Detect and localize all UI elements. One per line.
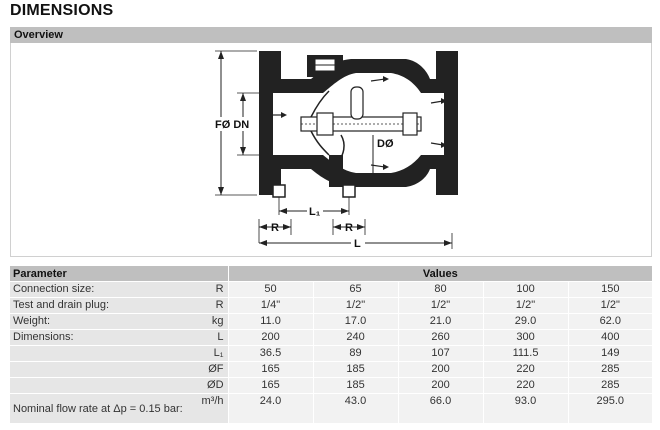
bottom-plug-left xyxy=(273,185,285,197)
value-cell: 36.5 xyxy=(228,346,313,362)
bottom-plug-right xyxy=(343,185,355,197)
value-cell: 240 xyxy=(313,330,398,346)
section-header-overview: Overview xyxy=(10,27,652,43)
valve-body-bottom xyxy=(287,155,430,187)
label-d: DØ xyxy=(377,138,394,150)
parameter-cell xyxy=(10,378,188,394)
value-cell: 220 xyxy=(483,378,568,394)
value-cell: 62.0 xyxy=(568,314,652,330)
table-row xyxy=(10,378,652,394)
unit-cell: R xyxy=(188,298,228,314)
label-l1: L₁ xyxy=(309,206,321,218)
value-cell: 43.0 xyxy=(313,394,398,424)
parameter-cell xyxy=(10,346,188,362)
unit-cell: ØD xyxy=(188,378,228,394)
value-cell: 1/2" xyxy=(568,298,652,314)
table-row xyxy=(10,314,652,330)
value-cell: 93.0 xyxy=(483,394,568,424)
specification-table xyxy=(10,266,652,423)
unit-cell: R xyxy=(188,282,228,298)
value-cell: 220 xyxy=(483,362,568,378)
value-cell: 285 xyxy=(568,362,652,378)
valve-cross-section-drawing xyxy=(11,43,651,255)
value-cell: 200 xyxy=(398,378,483,394)
valve-drawing-panel xyxy=(10,43,652,257)
label-f-dn: FØ DN xyxy=(215,119,250,131)
parameter-cell: Dimensions: xyxy=(10,330,188,346)
right-flange xyxy=(430,51,458,195)
label-r-left: R xyxy=(271,222,279,234)
value-cell: 149 xyxy=(568,346,652,362)
value-cell: 66.0 xyxy=(398,394,483,424)
header-parameter: Parameter xyxy=(10,266,228,282)
value-cell: 89 xyxy=(313,346,398,362)
table-row xyxy=(10,282,652,298)
parameter-cell: Nominal flow rate at Δp = 0.15 bar: xyxy=(10,394,188,424)
value-cell: 1/2" xyxy=(398,298,483,314)
value-cell: 24.0 xyxy=(228,394,313,424)
value-cell: 100 xyxy=(483,282,568,298)
left-flange xyxy=(259,51,287,195)
header-values: Values xyxy=(228,266,652,282)
value-cell: 150 xyxy=(568,282,652,298)
value-cell: 17.0 xyxy=(313,314,398,330)
value-cell: 400 xyxy=(568,330,652,346)
parameter-cell: Weight: xyxy=(10,314,188,330)
parameter-cell xyxy=(10,362,188,378)
value-cell: 1/4" xyxy=(228,298,313,314)
label-r-right: R xyxy=(345,222,353,234)
value-cell: 200 xyxy=(228,330,313,346)
unit-cell: L₁ xyxy=(188,346,228,362)
value-cell: 21.0 xyxy=(398,314,483,330)
page-title: DIMENSIONS xyxy=(10,2,114,19)
table-row xyxy=(10,298,652,314)
value-cell: 200 xyxy=(398,362,483,378)
value-cell: 260 xyxy=(398,330,483,346)
label-l: L xyxy=(354,238,361,250)
value-cell: 111.5 xyxy=(483,346,568,362)
value-cell: 107 xyxy=(398,346,483,362)
unit-cell: kg xyxy=(188,314,228,330)
value-cell: 185 xyxy=(313,362,398,378)
unit-cell: ØF xyxy=(188,362,228,378)
value-cell: 300 xyxy=(483,330,568,346)
value-cell: 165 xyxy=(228,362,313,378)
value-cell: 11.0 xyxy=(228,314,313,330)
value-cell: 80 xyxy=(398,282,483,298)
value-cell: 29.0 xyxy=(483,314,568,330)
unit-cell: m³/h xyxy=(188,394,228,424)
table-row xyxy=(10,394,652,424)
table-row xyxy=(10,362,652,378)
value-cell: 1/2" xyxy=(313,298,398,314)
table-row xyxy=(10,346,652,362)
value-cell: 165 xyxy=(228,378,313,394)
value-cell: 285 xyxy=(568,378,652,394)
value-cell: 185 xyxy=(313,378,398,394)
table-header-row xyxy=(10,266,652,282)
value-cell: 50 xyxy=(228,282,313,298)
value-cell: 295.0 xyxy=(568,394,652,424)
unit-cell: L xyxy=(188,330,228,346)
parameter-cell: Test and drain plug: xyxy=(10,298,188,314)
parameter-cell: Connection size: xyxy=(10,282,188,298)
value-cell: 65 xyxy=(313,282,398,298)
value-cell: 1/2" xyxy=(483,298,568,314)
table-row xyxy=(10,330,652,346)
